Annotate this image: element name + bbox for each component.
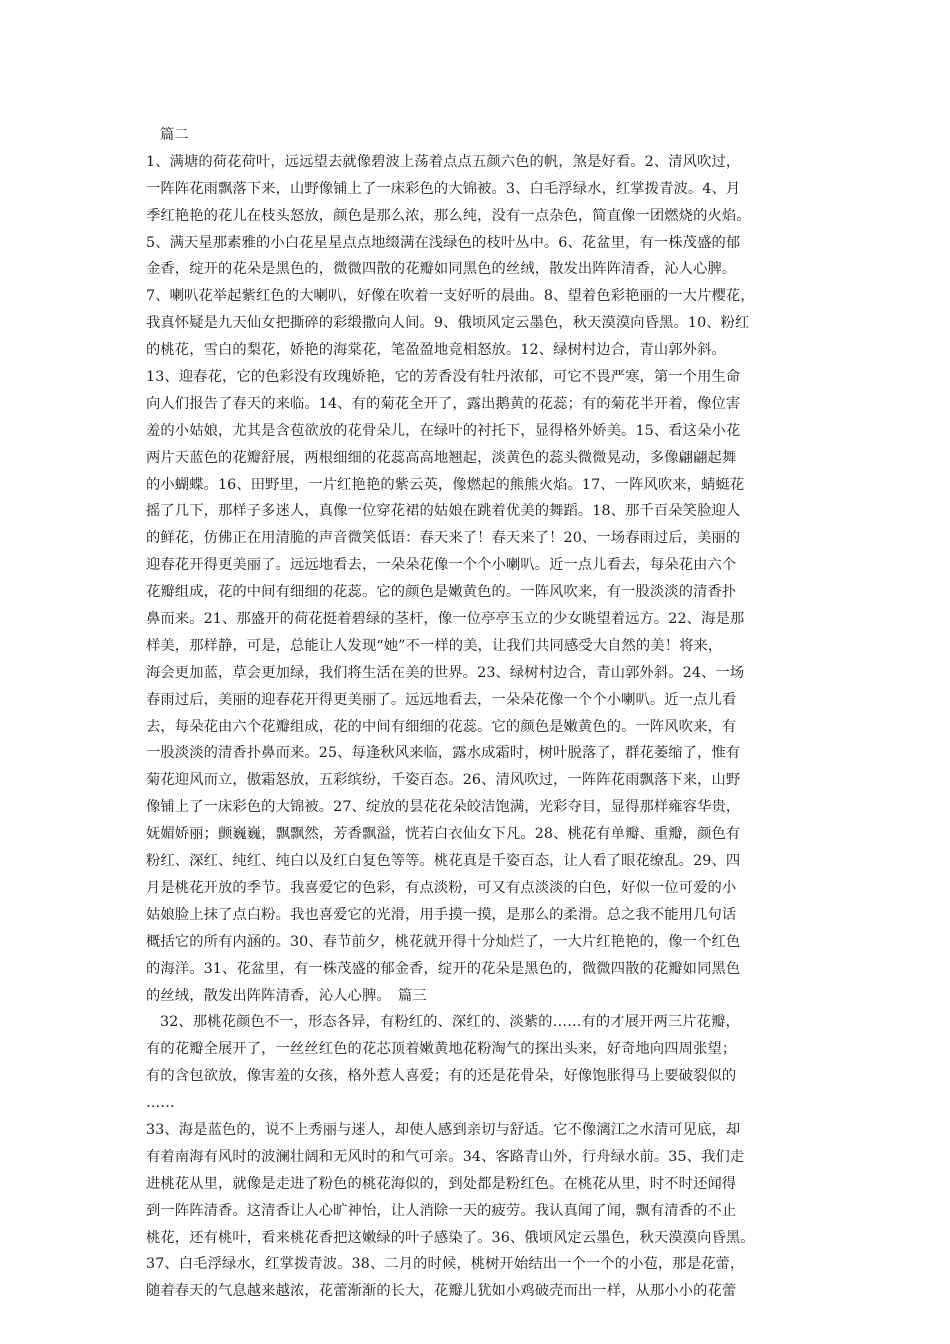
text-line: 33、海是蓝色的，说不上秀丽与迷人，却使人感到亲切与舒适。它不像漓江之水清可见底，却 <box>146 1121 741 1138</box>
text-line: 鼻而来。21、那盛开的荷花挺着碧绿的茎杆，像一位亭亭玉立的少女眺望着远方。22、海是那 <box>146 611 745 628</box>
text-line: 粉红、深红、纯红、纯白以及红白复色等等。桃花真是千姿百态，让人看了眼花缭乱。29、四 <box>146 853 741 870</box>
text-line: 1、满塘的荷花荷叶，远远望去就像碧波上荡着点点五颜六色的帆，煞是好看。2、清风吹过， <box>146 153 741 170</box>
text-line: 春雨过后，美丽的迎春花开得更美丽了。远远地看去，一朵朵花像一个个小喇叭。近一点儿看 <box>146 691 737 708</box>
text-line: 摇了几下，那样子多迷人，真像一位穿花裙的姑娘在跳着优美的舞蹈。18、那千百朵笑脸迎人 <box>146 503 741 520</box>
text-line: 的丝绒，散发出阵阵清香，沁人心脾。 篇三 <box>146 987 427 1004</box>
text-line: 海会更加蓝，草会更加绿，我们将生活在美的世界。23、绿树村边合，青山郭外斜。24、一场 <box>146 664 745 681</box>
text-line: 到一阵阵清香。这清香让人心旷神怡，让人消除一天的疲劳。我认真闻了闻，飘有清香的不止 <box>146 1202 737 1219</box>
text-line: 7、喇叭花举起紫红色的大喇叭，好像在吹着一支好听的晨曲。8、望着色彩艳丽的一大片樱花， <box>146 288 755 305</box>
text-line: 进桃花从里，就像是走进了粉色的桃花海似的，到处都是粉红色。在桃花从里，时不时还闻得 <box>146 1175 737 1192</box>
text-line: 37、白毛浮绿水，红掌拨青波。38、二月的时候，桃树开始结出一个一个的小苞，那是花蕾， <box>146 1256 745 1273</box>
section-heading: 篇二 <box>160 127 189 143</box>
text-line: 有着南海有风时的波澜壮阔和无风时的和气可亲。34、客路青山外，行舟绿水前。35、我们走 <box>146 1148 745 1165</box>
text-line: 有的花瓣全展开了，一丝丝红色的花芯顶着嫩黄地花粉淘气的探出头来，好奇地向四周张望； <box>146 1041 737 1058</box>
text-line: 金香，绽开的花朵是黑色的，微微四散的花瓣如同黑色的丝绒，散发出阵阵清香，沁人心脾。 <box>146 261 737 278</box>
text-line: 羞的小姑娘，尤其是含苞欲放的花骨朵儿，在绿叶的衬托下，显得格外娇美。15、看这朵小花 <box>146 422 741 439</box>
text-line: 桃花，还有桃叶，看来桃花香把这嫩绿的叶子感染了。36、俄顷风定云墨色，秋天漠漠向昏黑。 <box>146 1229 755 1246</box>
text-line: 随着春天的气息越来越浓，花蕾渐渐的长大，花瓣儿犹如小鸡破壳而出一样，从那小小的花蕾 <box>146 1283 737 1300</box>
text-line: 一股淡淡的清香扑鼻而来。25、每逢秋风来临，露水成霜时，树叶脱落了，群花萎缩了，惟有 <box>146 745 741 762</box>
text-line: 样美，那样静，可是，总能让人发现“她”不一样的美，让我们共同感受大自然的美！将来， <box>146 637 723 654</box>
text-line: 像铺上了一床彩色的大锦被。27、绽放的昙花花朵皎洁饱满，光彩夺目，显得那样雍容华贵， <box>146 799 741 816</box>
document-body <box>146 122 816 1332</box>
text-line: 花瓣组成，花的中间有细细的花蕊。它的颜色是嫩黄色的。一阵风吹来，有一股淡淡的清香扑 <box>146 584 737 601</box>
text-line: 有的含包欲放，像害羞的女孩，格外惹人喜爱；有的还是花骨朵，好像饱胀得马上要破裂似的 <box>146 1068 737 1085</box>
text-line: 迎春花开得更美丽了。远远地看去，一朵朵花像一个个小喇叭。近一点儿看去，每朵花由六个 <box>146 557 737 574</box>
text-line: 的海洋。31、花盆里，有一株茂盛的郁金香，绽开的花朵是黑色的，微微四散的花瓣如同黑色 <box>146 960 741 977</box>
text-line: 去，每朵花由六个花瓣组成，花的中间有细细的花蕊。它的颜色是嫩黄色的。一阵风吹来，有 <box>146 718 737 735</box>
text-line: 的桃花，雪白的梨花，娇艳的海棠花，笔盈盈地竞相怒放。12、绿树村边合，青山郭外斜。 <box>146 342 726 359</box>
text-line <box>146 1305 816 1332</box>
text-line: 月是桃花开放的季节。我喜爱它的色彩，有点淡粉，可又有点淡淡的白色，好似一位可爱的小 <box>146 879 737 896</box>
text-line: 一阵阵花雨飘落下来，山野像铺上了一床彩色的大锦被。3、白毛浮绿水，红掌拨青波。4、月 <box>146 180 741 197</box>
text-line: 32、那桃花颜色不一，形态各异，有粉红的、深红的、淡紫的……有的才展开两三片花瓣， <box>160 1014 740 1031</box>
text-line: 我真怀疑是九天仙女把撕碎的彩缎撒向人间。9、俄顷风定云墨色，秋天漠漠向昏黑。10、粉红 <box>146 315 750 332</box>
text-line: 姑娘脸上抹了点白粉。我也喜爱它的光滑，用手摸一摸，是那么的柔滑。总之我不能用几句话 <box>146 906 737 923</box>
text-line: 菊花迎风而立，傲霜怒放，五彩缤纷，千姿百态。26、清风吹过，一阵阵花雨飘落下来，山野 <box>146 772 741 789</box>
text-line: 13、迎春花，它的色彩没有玫瑰娇艳，它的芳香没有牡丹浓郁，可它不畏严寒，第一个用生命 <box>146 369 741 386</box>
text-line: 的小蝴蝶。16、田野里，一片红艳艳的紫云英，像燃起的熊熊火焰。17、一阵风吹来，蜻蜓花 <box>146 476 745 493</box>
text-line: …… <box>146 1095 175 1112</box>
text-line: 季红艳艳的花儿在枝头怒放，颜色是那么浓，那么纯，没有一点杂色，简直像一团燃烧的火焰。 <box>146 207 751 224</box>
text-line: 向人们报告了春天的来临。14、有的菊花全开了，露出鹅黄的花蕊；有的菊花半开着，像位害 <box>146 395 741 412</box>
text-line: 概括它的所有内涵的。30、春节前夕，桃花就开得十分灿烂了，一大片红艳艳的，像一个红色 <box>146 933 741 950</box>
text-line: 的鲜花，仿佛正在用清脆的声音微笑低语：春天来了！春天来了！20、一场春雨过后，美丽的 <box>146 530 741 547</box>
text-line: 两片天蓝色的花瓣舒展，两根细细的花蕊高高地翘起，淡黄色的蕊头微微晃动，多像翩翩起舞 <box>146 449 737 466</box>
text-line: 5、满天星那素雅的小白花星星点点地缀满在浅绿色的枝叶丛中。6、花盆里，有一株茂盛的郁 <box>146 234 741 251</box>
text-line: 妩媚娇丽；颤巍巍，飘飘然，芳香飘溢，恍若白衣仙女下凡。28、桃花有单瓣、重瓣，颜色有 <box>146 826 741 843</box>
